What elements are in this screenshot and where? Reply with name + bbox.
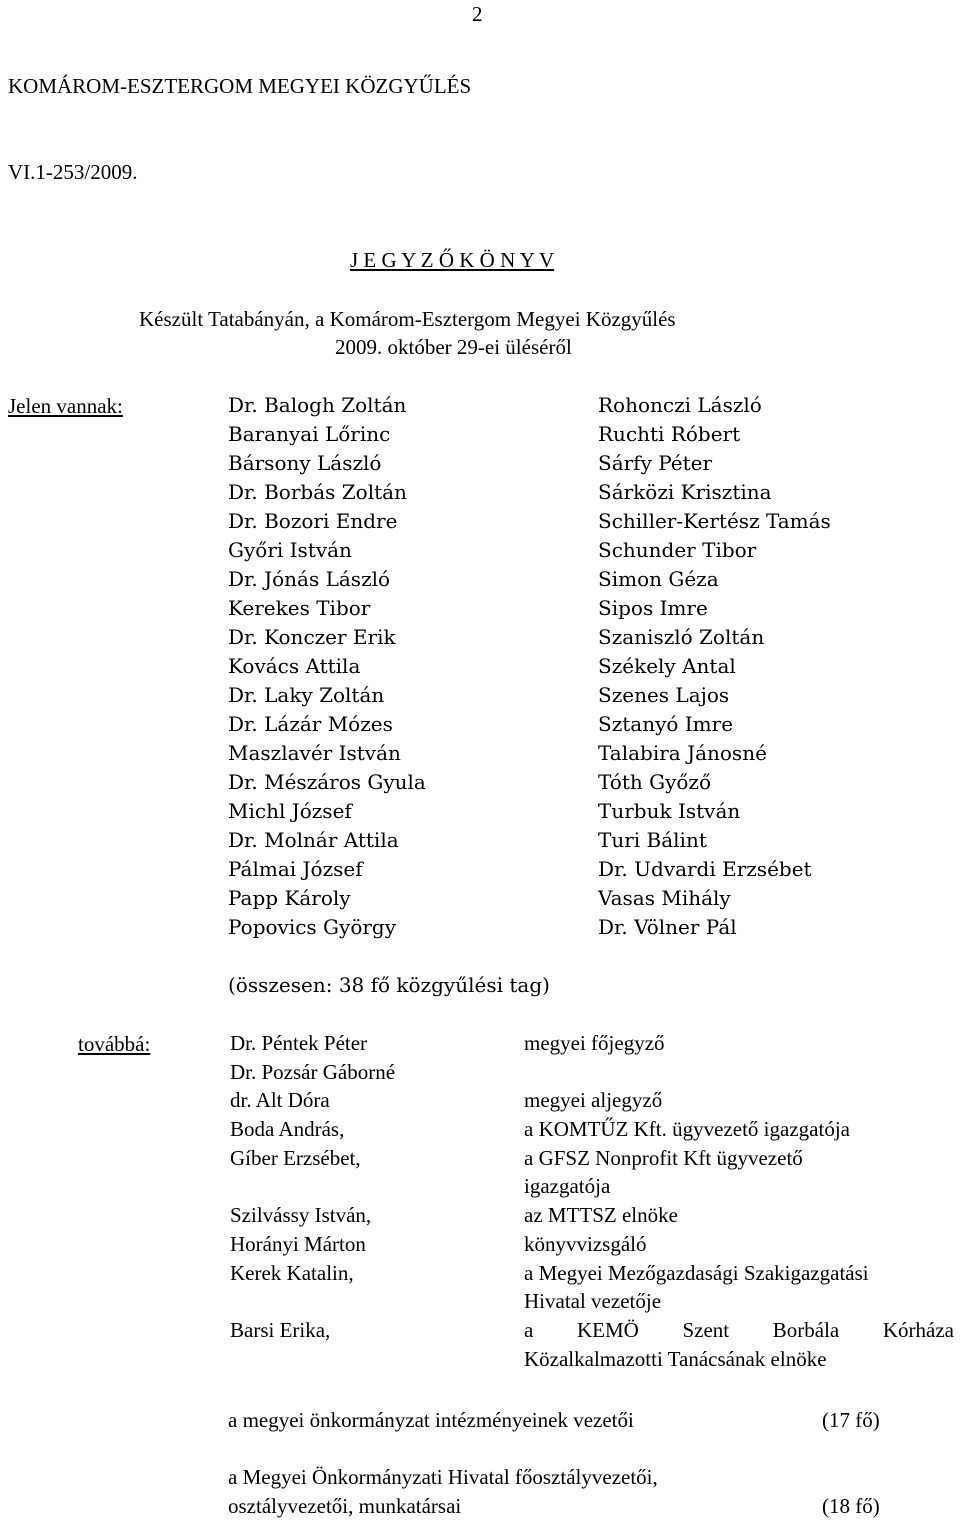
member-name: Dr. Jónás László [228, 567, 391, 591]
attendee-name: Gíber Erzsébet, [230, 1145, 361, 1170]
member-name: Sárközi Krisztina [598, 480, 772, 504]
member-name: Maszlavér István [228, 741, 401, 765]
member-name: Dr. Laky Zoltán [228, 683, 385, 707]
attendee-role: igazgatója [524, 1174, 611, 1199]
member-name: Turbuk István [598, 799, 741, 823]
member-name: Dr. Konczer Erik [228, 625, 396, 649]
total-note: (összesen: 38 fő közgyűlési tag) [228, 973, 550, 997]
member-name: Sipos Imre [598, 596, 708, 620]
further-roles-list [524, 1029, 954, 1373]
role-word: Szent [682, 1317, 730, 1342]
member-name: Vasas Mihály [598, 886, 731, 910]
member-name: Papp Károly [228, 886, 351, 910]
member-name: Sárfy Péter [598, 451, 713, 475]
subtitle-line-2: 2009. október 29-ei üléséről [335, 335, 572, 359]
member-name: Győri István [228, 538, 352, 562]
attendee-name [230, 1287, 395, 1316]
member-name: Dr. Borbás Zoltán [228, 480, 407, 504]
further-names-list [230, 1029, 395, 1345]
member-name: Szaniszló Zoltán [598, 625, 765, 649]
member-name: Dr. Mészáros Gyula [228, 770, 426, 794]
office-staff-line-1: a Megyei Önkormányzati Hivatal főosztályvezetői, [228, 1465, 658, 1489]
attendee-name: Horányi Márton [230, 1231, 366, 1256]
further-label: továbbá: [78, 1032, 151, 1056]
member-name: Dr. Balogh Zoltán [228, 393, 407, 417]
attendee-name: Barsi Erika, [230, 1317, 331, 1342]
member-name: Kerekes Tibor [228, 596, 371, 620]
member-name: Dr. Lázár Mózes [228, 712, 393, 736]
member-name: Ruchti Róbert [598, 422, 741, 446]
member-name: Michl József [228, 799, 352, 823]
present-label: Jelen vannak: [8, 394, 123, 418]
member-name: Dr. Molnár Attila [228, 828, 399, 852]
reference-number: VI.1-253/2009. [8, 160, 138, 184]
role-word: Kórháza [882, 1317, 954, 1342]
member-name: Turi Bálint [598, 828, 707, 852]
attendee-name: dr. Alt Dóra [230, 1088, 330, 1113]
page-number: 2 [472, 2, 483, 26]
member-name: Kovács Attila [228, 654, 361, 678]
attendee-role: könyvvizsgáló [524, 1231, 647, 1256]
member-name: Szenes Lajos [598, 683, 730, 707]
attendee-role: a KOMTŰZ Kft. ügyvezető igazgatója [524, 1117, 850, 1142]
attendee-role [524, 1058, 954, 1087]
attendee-role: Közalkalmazotti Tanácsának elnöke [524, 1346, 827, 1371]
attendee-name [230, 1172, 395, 1201]
member-name: Baranyai Lőrinc [228, 422, 391, 446]
attendee-role: Hivatal vezetője [524, 1289, 662, 1314]
role-word: KEMÖ [576, 1317, 639, 1342]
attendee-role: a GFSZ Nonprofit Kft ügyvezető [524, 1145, 803, 1170]
role-word: Borbála [772, 1317, 840, 1342]
attendee-role-justified [524, 1316, 954, 1345]
member-name: Simon Géza [598, 567, 719, 591]
role-word: a [524, 1317, 534, 1342]
organization-title: KOMÁROM-ESZTERGOM MEGYEI KÖZGYŰLÉS [8, 74, 472, 98]
member-name: Schiller-Kertész Tamás [598, 509, 831, 533]
attendee-name: Boda András, [230, 1117, 345, 1142]
present-list-left [228, 391, 426, 942]
attendee-name: Dr. Péntek Péter [230, 1031, 368, 1055]
member-name: Dr. Udvardi Erzsébet [598, 857, 812, 881]
attendee-name: Dr. Pozsár Gáborné [230, 1059, 396, 1084]
member-name: Bársony László [228, 451, 382, 475]
present-list-right [598, 391, 831, 942]
member-name: Székely Antal [598, 654, 736, 678]
institutions-leaders: a megyei önkormányzat intézményeinek vezetői [228, 1408, 634, 1432]
member-name: Tóth Győző [598, 770, 711, 794]
attendee-name: Kerek Katalin, [230, 1260, 354, 1285]
attendee-role: a Megyei Mezőgazdasági Szakigazgatási [524, 1260, 869, 1285]
member-name: Dr. Völner Pál [598, 915, 737, 939]
attendee-role: az MTTSZ elnöke [524, 1203, 678, 1228]
attendee-role: megyei főjegyző [524, 1031, 665, 1055]
subtitle-line-1: Készült Tatabányán, a Komárom-Esztergom Megyei Közgyűlés [139, 307, 676, 331]
member-name: Popovics György [228, 915, 397, 939]
office-staff-line-2: osztályvezetői, munkatársai [228, 1494, 462, 1518]
member-name: Pálmai József [228, 857, 363, 881]
office-staff-count: (18 fő) [822, 1494, 880, 1518]
attendee-role: megyei aljegyző [524, 1088, 663, 1113]
member-name: Talabira Jánosné [598, 741, 767, 765]
attendee-name: Szilvássy István, [230, 1203, 372, 1228]
document-title: J E G Y Z Ő K Ö N Y V [350, 248, 555, 272]
institutions-count: (17 fő) [822, 1408, 880, 1432]
member-name: Sztanyó Imre [598, 712, 734, 736]
member-name: Schunder Tibor [598, 538, 757, 562]
member-name: Dr. Bozori Endre [228, 509, 398, 533]
member-name: Rohonczi László [598, 393, 762, 417]
